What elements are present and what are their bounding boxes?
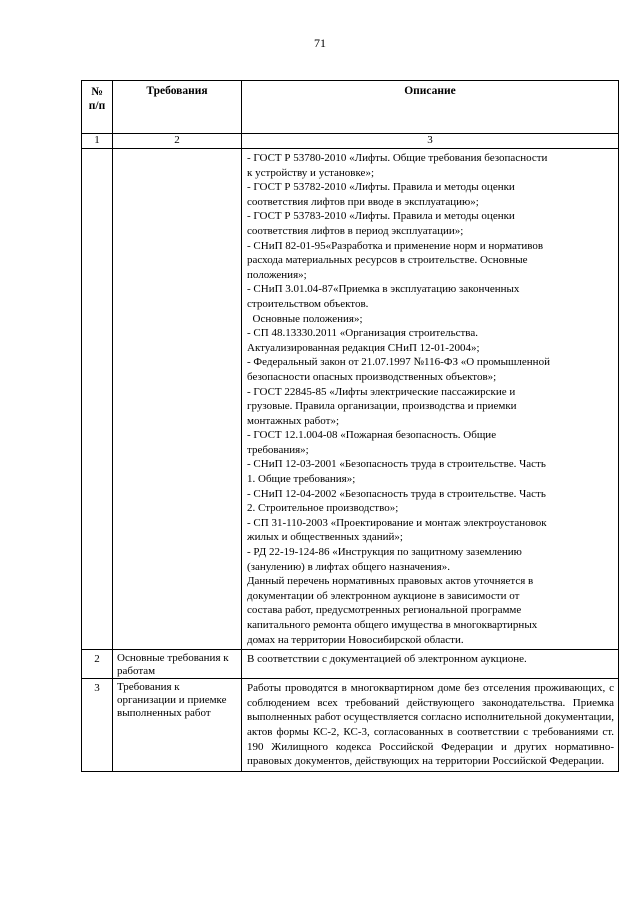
description-line: жилых и общественных зданий»;: [247, 531, 403, 544]
row-description: В соответствии с документацией об электронном аукционе.: [242, 650, 619, 679]
description-line: - РД 22-19-124-86 «Инструкция по защитному заземлению: [247, 546, 522, 559]
page-number: 71: [314, 36, 326, 50]
description-line: соответствия лифтов в период эксплуатации»;: [247, 224, 464, 237]
description-line: Основные положения»;: [247, 312, 363, 325]
description-line: документации об электронном аукционе в зависимости от: [247, 589, 520, 602]
row-requirement: Основные требования к работам: [113, 650, 242, 679]
description-line: (занулению) в лифтах общего назначения».: [247, 560, 450, 573]
description-line: монтажных работ»;: [247, 414, 339, 427]
description-line: - СНиП 3.01.04-87«Приемка в эксплуатацию законченных: [247, 283, 520, 296]
row-requirement: Требования к организации и приемке выполненных работ: [113, 679, 242, 772]
column-index-row: [82, 134, 619, 149]
description-line: состава работ, предусмотренных региональной программе: [247, 604, 522, 617]
description-line: 2. Строительное производство»;: [247, 502, 399, 515]
table-row: [82, 679, 619, 772]
description-line: - СНиП 12-04-2002 «Безопасность труда в строительстве. Часть: [247, 487, 546, 500]
description-line: - СНиП 82-01-95«Разработка и применение норм и нормативов: [247, 239, 544, 252]
description-line: расхода материальных ресурсов в строительстве. Основные: [247, 254, 528, 267]
requirements-table: [81, 80, 619, 772]
index-cell: 2: [113, 134, 242, 149]
description-line: грузовые. Правила организации, производства и приемки: [247, 400, 517, 413]
description-line: положения»;: [247, 268, 307, 281]
description-line: - ГОСТ Р 53783-2010 «Лифты. Правила и методы оценки: [247, 210, 515, 223]
description-line: - СНиП 12-03-2001 «Безопасность труда в строительстве. Часть: [247, 458, 546, 471]
description-line: капитального ремонта общего имущества в многоквартирных: [247, 619, 538, 631]
description-line: Данный перечень нормативных правовых актов уточняется в: [247, 575, 534, 588]
description-line: - Федеральный закон от 21.07.1997 №116-ФЗ «О промышленной: [247, 356, 550, 369]
row-description: Работы проводятся в многоквартирном доме без отселения проживающих, с соблюдением всех требований действующего законодательства. Приемка выполненных работ осуществляется согласно исполнительной документации, актов формы КС-2, КС-3, согласованных в соответствии с требованиями ст. 190 Жилищного кодекса Российской Федерации и других нормативно-правовых документов, действующих на территории Российской Федерации.: [242, 679, 619, 772]
header-num: № п/п: [82, 81, 113, 134]
description-line: - ГОСТ Р 53780-2010 «Лифты. Общие требования безопасности: [247, 152, 548, 164]
description-line: - СП 48.13330.2011 «Организация строительства.: [247, 327, 478, 340]
table-row: [82, 149, 619, 650]
table-row: [82, 650, 619, 679]
description-line: - ГОСТ Р 53782-2010 «Лифты. Правила и методы оценки: [247, 181, 515, 194]
description-line: строительством объектов.: [247, 297, 369, 310]
table-header-row: [82, 81, 619, 134]
row-requirement: [113, 149, 242, 650]
index-cell: 3: [242, 134, 619, 149]
description-line: - ГОСТ 22845-85 «Лифты электрические пассажирские и: [247, 385, 516, 398]
description-line: - СП 31-110-2003 «Проектирование и монтаж электроустановок: [247, 516, 547, 529]
description-line: безопасности опасных производственных объектов»;: [247, 370, 497, 383]
index-cell: 1: [82, 134, 113, 149]
description-line: домах на территории Новосибирской области.: [247, 633, 464, 646]
row-number: 2: [82, 650, 113, 679]
row-number: [82, 149, 113, 650]
header-description: Описание: [242, 81, 619, 134]
description-line: Актуализированная редакция СНиП 12-01-2004»;: [247, 341, 480, 354]
description-line: соответствия лифтов при вводе в эксплуатацию»;: [247, 195, 479, 208]
description-line: к устройству и установке»;: [247, 166, 374, 179]
row-description: [242, 149, 619, 650]
description-line: требования»;: [247, 443, 309, 456]
row-number: 3: [82, 679, 113, 772]
description-line: 1. Общие требования»;: [247, 473, 356, 486]
header-requirements: Требования: [113, 81, 242, 134]
description-line: - ГОСТ 12.1.004-08 «Пожарная безопасность. Общие: [247, 429, 497, 442]
